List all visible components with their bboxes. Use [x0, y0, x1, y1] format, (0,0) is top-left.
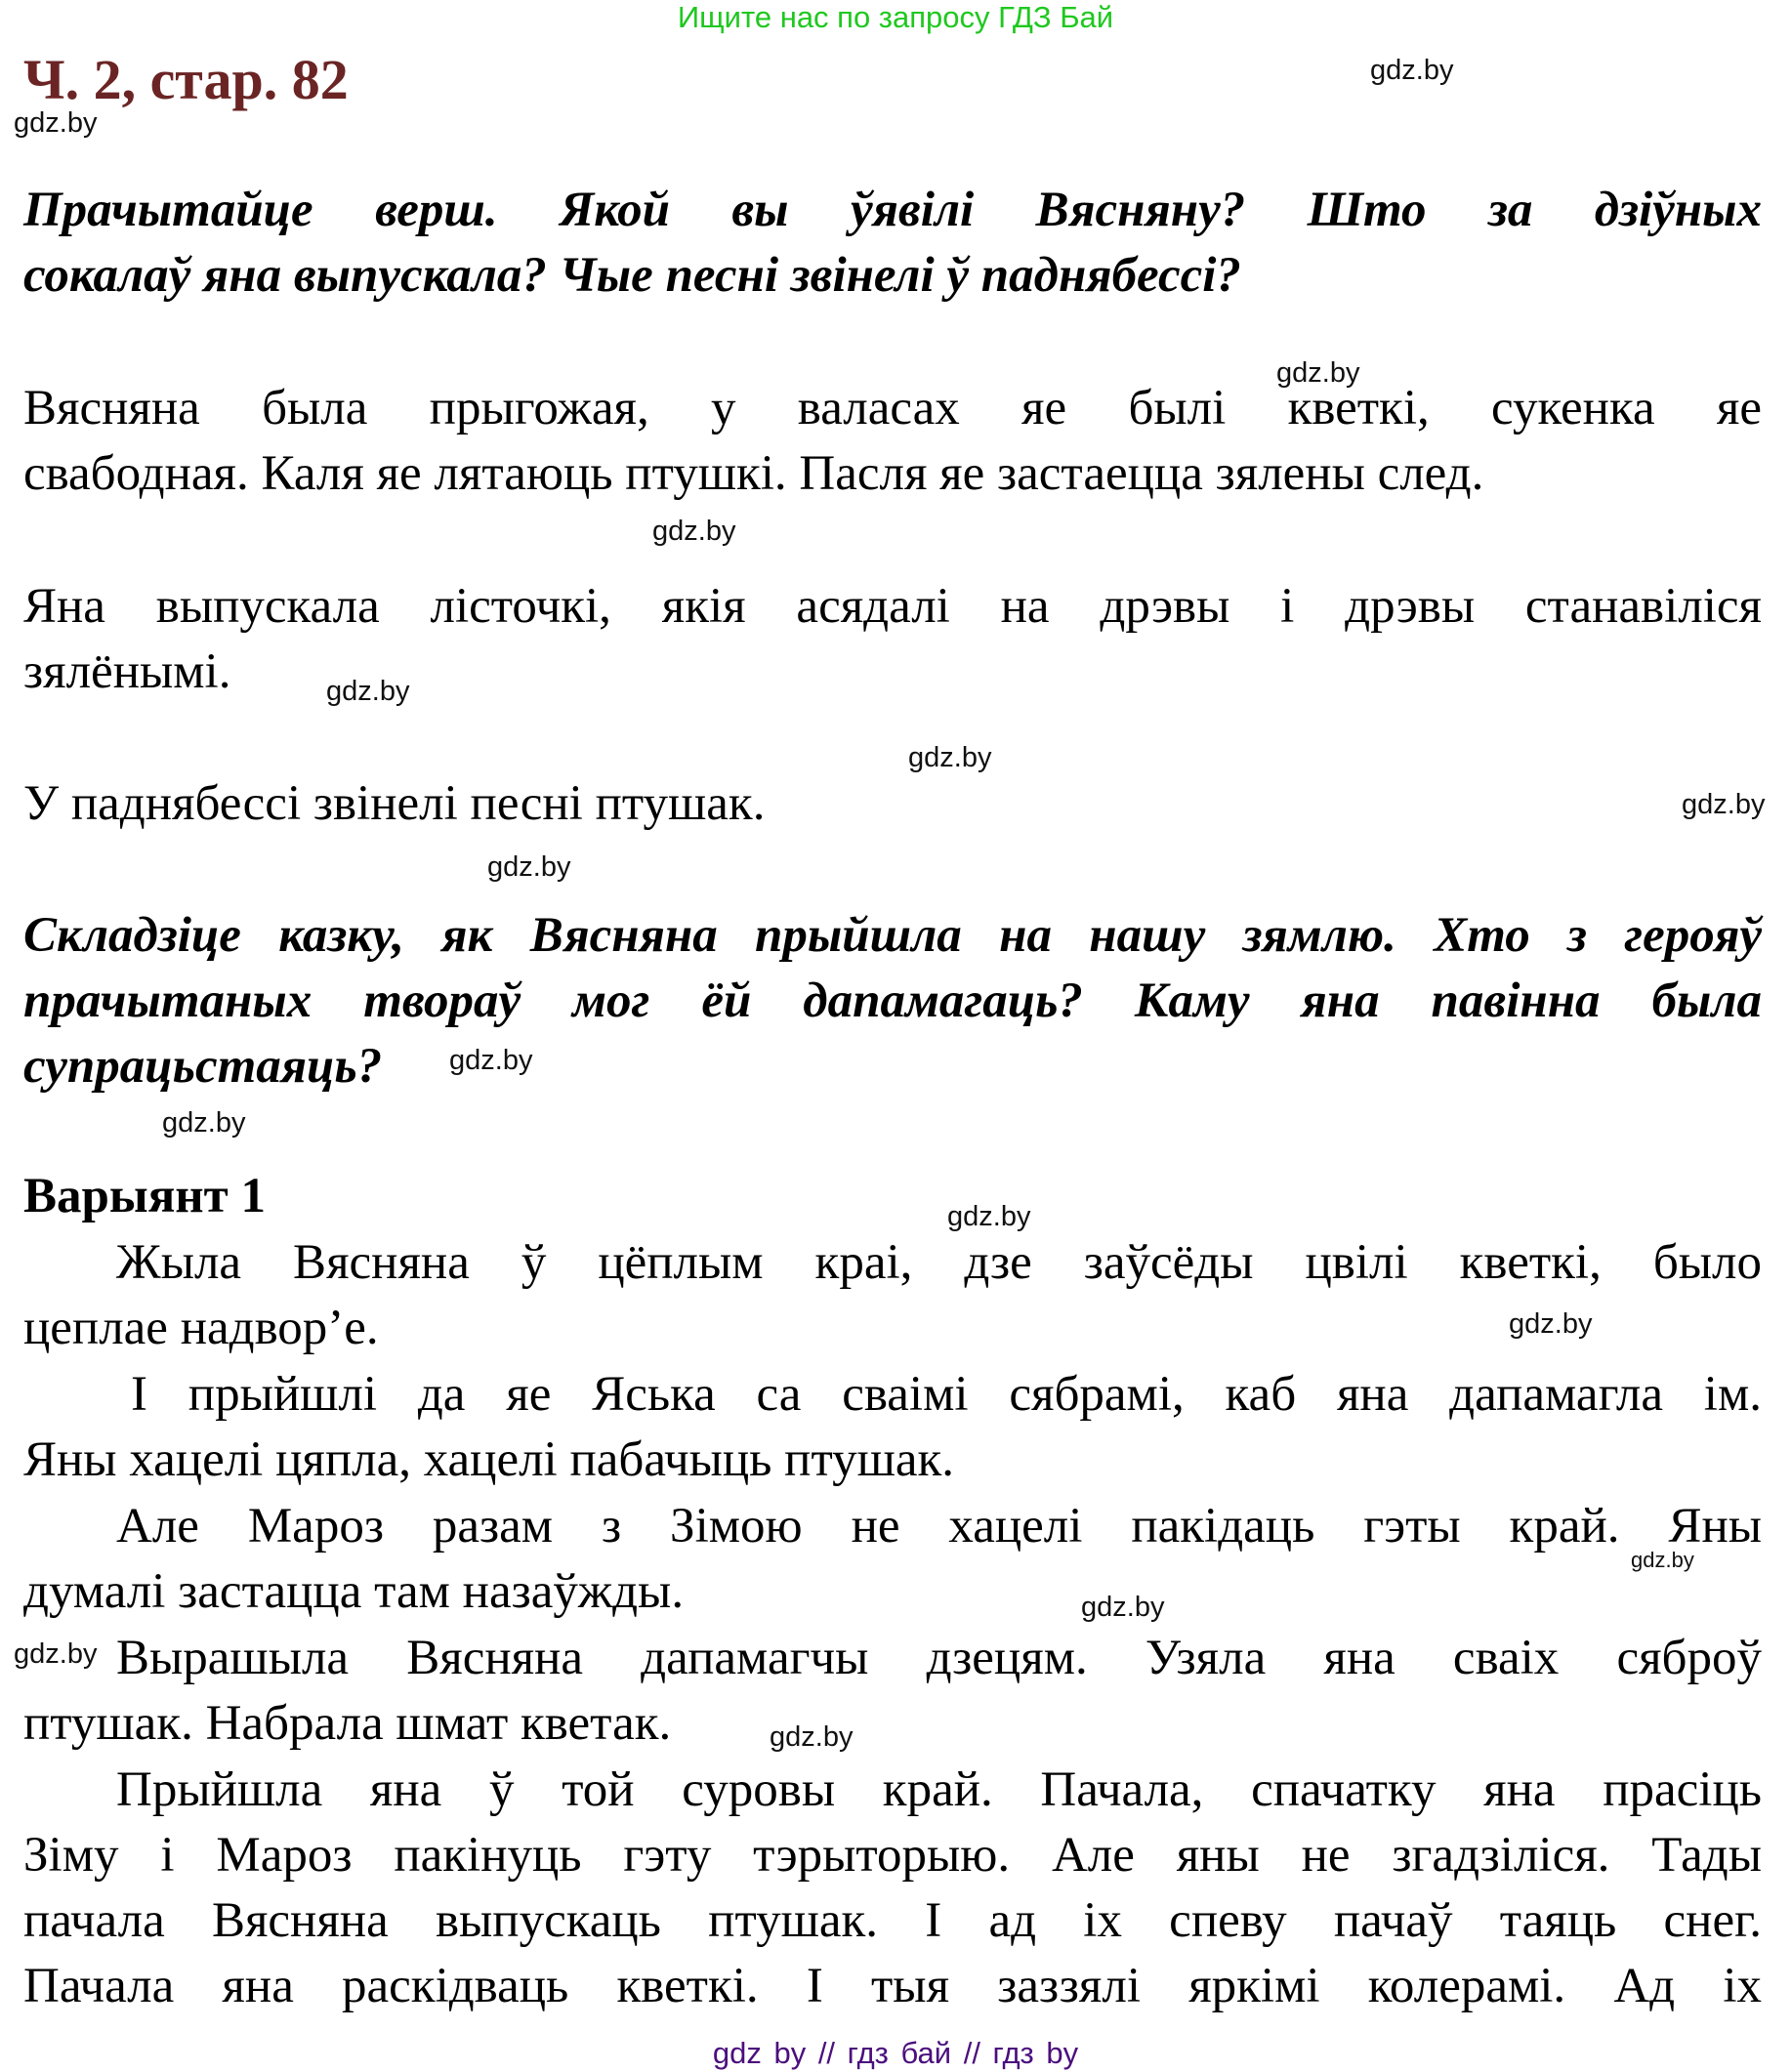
watermark: gdz.by: [14, 1638, 98, 1670]
story-paragraph: [23, 1626, 1762, 1757]
question-line: прачытаных твораў мог ёй дапамагаць? Каму яна павінна была: [23, 974, 1762, 1028]
watermark: gdz.by: [947, 1201, 1031, 1232]
story-paragraph: [23, 1362, 1762, 1493]
search-banner: Ищите нас по запросу ГДЗ Бай: [677, 0, 1114, 34]
watermark: gdz.by: [908, 742, 992, 773]
watermark: gdz.by: [1276, 357, 1360, 389]
watermark: gdz.by: [1682, 789, 1766, 820]
watermark: gdz.by: [162, 1107, 246, 1139]
variant-heading: [23, 1164, 1762, 1229]
story-line: птушак. Набрала шмат кветак.: [23, 1696, 672, 1751]
story-paragraph: [23, 1230, 1762, 1361]
story-line: Яны хацелі цяпла, хацелі пабачыць птушак.: [23, 1432, 955, 1487]
story-line: цеплае надвор’е.: [23, 1301, 379, 1355]
story-paragraph: [23, 1758, 1762, 2019]
question-line: сокалаў яна выпускала? Чые песні звінелі ў паднябессі?: [23, 248, 1241, 303]
story-line: Зіму і Мароз пакінуць гэту тэрыторыю. Але яны не згадзіліся. Тады: [23, 1828, 1762, 1883]
task-question-2: [23, 903, 1762, 1099]
story-line: пачала Вясняна выпускаць птушак. І ад іх спеву пачаў таяць снег.: [23, 1893, 1762, 1948]
watermark: gdz.by: [652, 516, 736, 547]
answer-paragraph: [23, 771, 1762, 837]
watermark: gdz.by: [1081, 1592, 1165, 1623]
question-line: Складзіце казку, як Вясняна прыйшла на нашу зямлю. Хто з герояў: [23, 908, 1762, 963]
answer-line: зялёнымі.: [23, 644, 231, 699]
answer-paragraph: [23, 376, 1762, 507]
footer-links: gdz by // гдз бай // гдз by: [712, 2036, 1079, 2070]
story-line: Жыла Вясняна ў цёплым краі, дзе заўсёды цвілі кветкі, было: [116, 1235, 1762, 1290]
answer-line: свабодная. Каля яе лятаюць птушкі. Пасля яе застаецца зялены след.: [23, 446, 1484, 501]
story-line: І прыйшлі да яе Яська са сваімі сябрамі, каб яна дапамагла ім.: [131, 1367, 1762, 1422]
watermark: gdz.by: [449, 1045, 533, 1076]
story-line: думалі застацца там назаўжды.: [23, 1564, 685, 1619]
task-question-1: [23, 178, 1762, 309]
story-line: Вырашыла Вясняна дапамагчы дзецям. Узяла яна сваіх сяброў: [116, 1631, 1762, 1685]
page-title: Ч. 2, стар. 82: [23, 48, 349, 111]
watermark: gdz.by: [770, 1721, 854, 1753]
answer-line: Вясняна была прыгожая, у валасах яе былі кветкі, сукенка яе: [23, 381, 1762, 435]
story-line: Прыйшла яна ў той суровы край. Пачала, спачатку яна прасіць: [116, 1762, 1762, 1817]
story-line: Але Мароз разам з Зімою не хацелі пакідаць гэты край. Яны: [116, 1499, 1762, 1554]
watermark: gdz.by: [487, 851, 571, 883]
variant-heading-text: Варыянт 1: [23, 1169, 266, 1223]
answer-line: Яна выпускала лісточкі, якія асядалі на дрэвы і дрэвы станавіліся: [23, 579, 1762, 634]
watermark: gdz.by: [1370, 55, 1454, 86]
watermark: gdz.by: [1509, 1308, 1593, 1340]
story-paragraph: [23, 1494, 1762, 1625]
question-line: супрацьстаяць?: [23, 1039, 383, 1094]
question-line: Прачытайце верш. Якой вы ўявілі Вясняну? Што за дзіўных: [23, 183, 1762, 237]
watermark: gdz.by: [14, 107, 98, 139]
watermark: gdz.by: [1631, 1548, 1694, 1572]
answer-paragraph: [23, 574, 1762, 705]
story-line: Пачала яна раскідваць кветкі. І тыя заззялі яркімі колерамі. Ад іх: [23, 1959, 1762, 2013]
watermark: gdz.by: [326, 676, 410, 707]
answer-line: У паднябессі звінелі песні птушак.: [23, 776, 766, 831]
